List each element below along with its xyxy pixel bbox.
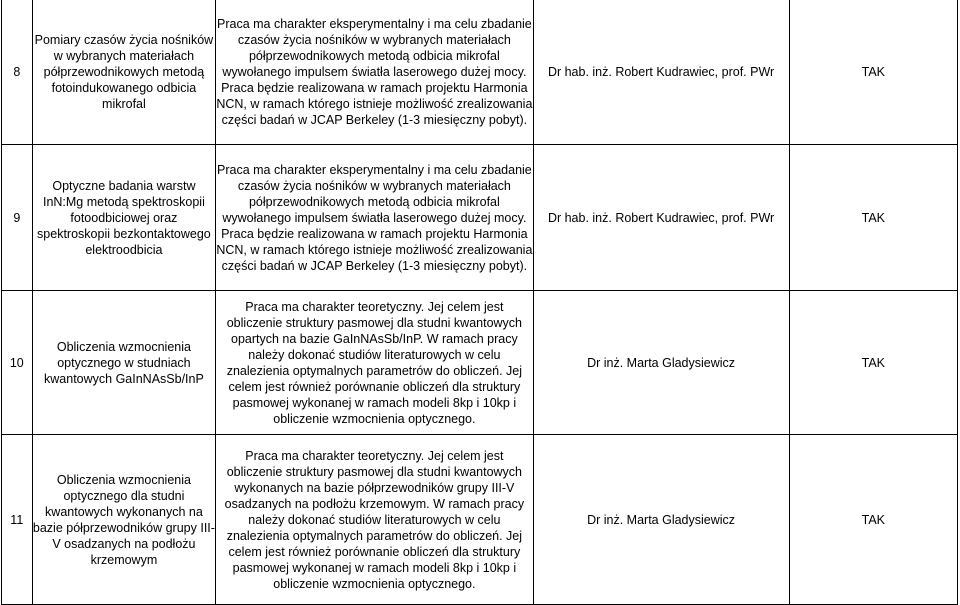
topic-description: Praca ma charakter eksperymentalny i ma celu zbadanie czasów życia nośników w wybranych materiałach półprzewodnikowych metodą odbicia mikrofal wywołanego impulsem światła laserowego dużej mocy. Praca będzie realizowana w ramach projektu Harmonia NCN, w ramach którego istnieje możliwość zrealizowania części badań w JCAP Berkeley (1-3 miesięczny pobyt). [216, 145, 533, 291]
table-row [2, 145, 958, 291]
topic-title: Obliczenia wzmocnienia optycznego dla studni kwantowych wykonanych na bazie półprzewodników grupy III-V osadzanych na podłożu krzemowym [32, 435, 216, 605]
supervisor-name: Dr hab. inż. Robert Kudrawiec, prof. PWr [533, 0, 789, 145]
topic-description: Praca ma charakter eksperymentalny i ma celu zbadanie czasów życia nośników w wybranych materiałach półprzewodnikowych metodą odbicia mikrofal wywołanego impulsem światła laserowego dużej mocy. Praca będzie realizowana w ramach projektu Harmonia NCN, w ramach którego istnieje możliwość zrealizowania części badań w JCAP Berkeley (1-3 miesięczny pobyt). [216, 0, 533, 145]
topic-title: Obliczenia wzmocnienia optycznego w studniach kwantowych GaInNAsSb/InP [32, 291, 216, 435]
table-row [2, 0, 958, 145]
supervisor-name: Dr inż. Marta Gladysiewicz [533, 435, 789, 605]
topic-description: Praca ma charakter teoretyczny. Jej celem jest obliczenie struktury pasmowej dla studni kwantowych wykonanych na bazie półprzewodników grupy III-V osadzanych na podłożu krzemowym. W ramach pracy należy dokonać studiów literaturowych w celu znalezienia optymalnych parametrów do obliczeń. Jej celem jest również porównanie obliczeń dla struktury pasmowej wykonanej w ramach modeli 8kp i 10kp i obliczenie wzmocnienia optycznego. [216, 435, 533, 605]
availability-status: TAK [789, 435, 957, 605]
row-number: 11 [2, 435, 33, 605]
supervisor-name: Dr inż. Marta Gladysiewicz [533, 291, 789, 435]
topic-title: Pomiary czasów życia nośników w wybranych materiałach półprzewodnikowych metodą fotoindukowanego odbicia mikrofal [32, 0, 216, 145]
supervisor-name: Dr hab. inż. Robert Kudrawiec, prof. PWr [533, 145, 789, 291]
topic-description: Praca ma charakter teoretyczny. Jej celem jest obliczenie struktury pasmowej dla studni kwantowych opartych na bazie GaInNAsSb/InP. W ramach pracy należy dokonać studiów literaturowych w celu znalezienia optymalnych parametrów do obliczeń. Jej celem jest również porównanie obliczeń dla struktury pasmowej wykonanej w ramach modeli 8kp i 10kp i obliczenie wzmocnienia optycznego. [216, 291, 533, 435]
thesis-topics-table [1, 0, 958, 605]
row-number: 8 [2, 0, 33, 145]
availability-status: TAK [789, 0, 957, 145]
table-row [2, 291, 958, 435]
availability-status: TAK [789, 145, 957, 291]
row-number: 10 [2, 291, 33, 435]
table-row [2, 435, 958, 605]
availability-status: TAK [789, 291, 957, 435]
topic-title: Optyczne badania warstw InN:Mg metodą spektroskopii fotoodbiciowej oraz spektroskopii bezkontaktowego elektroodbicia [32, 145, 216, 291]
row-number: 9 [2, 145, 33, 291]
